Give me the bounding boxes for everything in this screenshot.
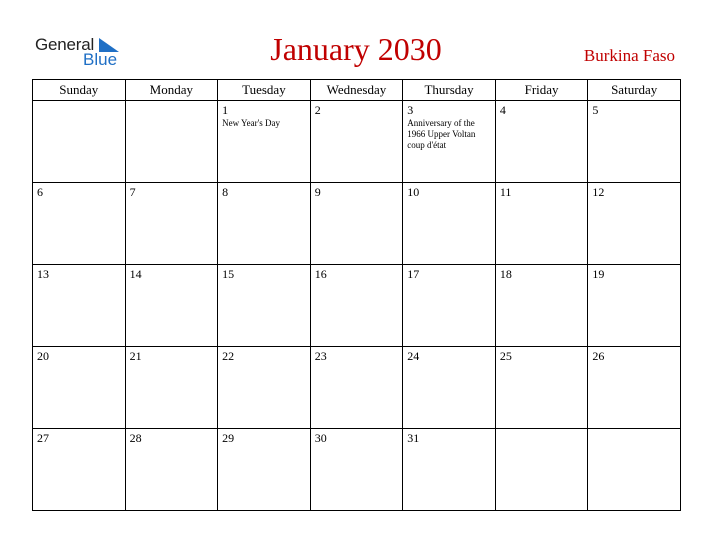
day-number: 23 [314,349,327,363]
weekday-header-tuesday: Tuesday [218,80,311,101]
weekday-header-wednesday: Wednesday [310,80,403,101]
day-cell [495,101,588,183]
week-row [33,265,681,347]
day-cell [310,101,403,183]
day-number: 17 [407,267,420,281]
day-number: 15 [222,267,235,281]
day-number: 24 [407,349,420,363]
day-number: 20 [37,349,49,363]
day-number: 7 [129,185,136,199]
day-cell [403,265,496,347]
day-cell [310,347,403,429]
day-number: 8 [222,185,229,199]
country-name: Burkina Faso [583,46,675,65]
day-number: 1 [222,103,229,117]
calendar-title: January 2030 [270,31,442,67]
day-cell [403,347,496,429]
day-cell [125,347,218,429]
day-cell [218,347,311,429]
day-number: 25 [499,349,512,363]
weekday-header-thursday: Thursday [403,80,496,101]
day-cell [310,265,403,347]
weekday-header-friday: Friday [495,80,588,101]
day-number: 12 [592,185,605,199]
day-number: 28 [129,431,142,445]
day-cell [588,101,681,183]
week-row [33,429,681,511]
day-cell [218,101,311,183]
day-cell [125,101,218,183]
day-cell [495,265,588,347]
day-number: 13 [37,267,49,281]
day-cell [588,265,681,347]
day-number: 2 [314,103,321,117]
day-number: 11 [499,185,512,199]
day-number: 4 [499,103,506,117]
weekday-header-monday: Monday [125,80,218,101]
day-cell [33,101,126,183]
day-number: 19 [592,267,605,281]
day-cell [33,429,126,511]
logo-text-blue: Blue [83,50,118,69]
day-number: 14 [129,267,142,281]
weekday-header-row [33,80,681,101]
day-cell [588,347,681,429]
day-cell [403,429,496,511]
calendar-grid [32,79,681,511]
day-cell [218,429,311,511]
day-number: 10 [407,185,420,199]
day-cell [33,265,126,347]
day-cell [495,429,588,511]
day-number: 29 [222,431,235,445]
day-number: 22 [222,349,235,363]
day-cell [218,265,311,347]
holiday-label: Anniversary of the 1966 Upper Voltan coup d'état [407,118,476,150]
day-number: 9 [314,185,321,199]
day-number: 5 [592,103,599,117]
day-cell [33,183,126,265]
logo-text-general: General [35,35,95,54]
day-cell [588,183,681,265]
day-cell [310,183,403,265]
week-row [33,347,681,429]
day-number: 16 [314,267,327,281]
day-cell [403,101,496,183]
day-cell [125,183,218,265]
day-number: 31 [407,431,420,445]
holiday-label: New Year's Day [222,118,280,128]
day-number: 21 [129,349,142,363]
day-number: 18 [499,267,512,281]
day-cell [310,429,403,511]
day-number: 6 [37,185,43,199]
day-cell [588,429,681,511]
day-cell [495,183,588,265]
week-row [33,101,681,183]
weekday-header-sunday: Sunday [33,80,126,101]
day-cell [125,429,218,511]
day-number: 3 [407,103,414,117]
day-cell [218,183,311,265]
weekday-header-saturday: Saturday [588,80,681,101]
day-cell [403,183,496,265]
day-cell [33,347,126,429]
day-cell [495,347,588,429]
day-number: 30 [314,431,327,445]
day-cell [125,265,218,347]
day-number: 26 [592,349,605,363]
day-number: 27 [37,431,49,445]
week-row [33,183,681,265]
